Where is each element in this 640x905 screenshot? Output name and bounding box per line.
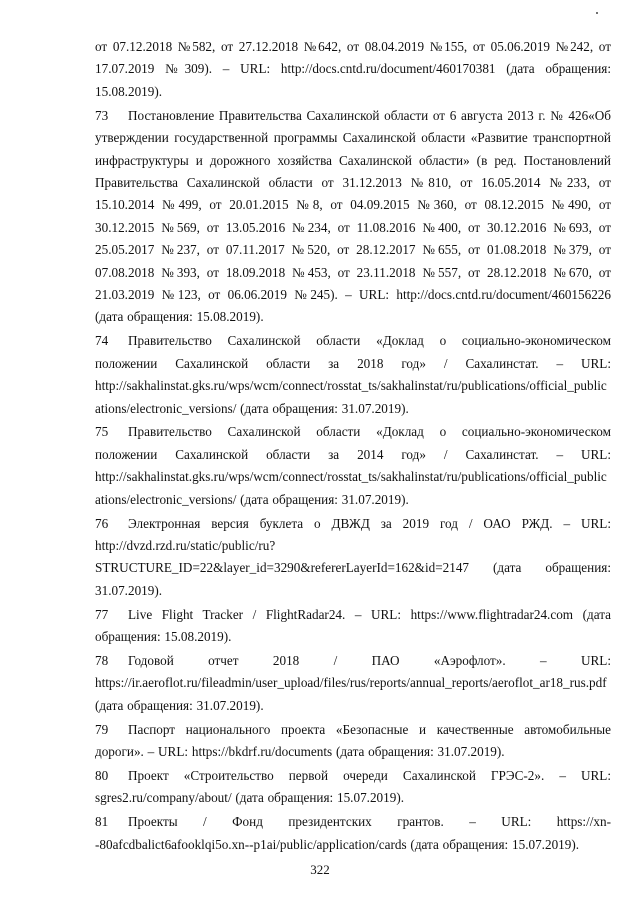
reference-number: 81 [95, 814, 109, 830]
reference-text: Электронная версия буклета о ДВЖД за 2019 год / ОАО РЖД. – URL: http://dvzd.rzd.ru/static/public/ru?STRUCTURE_ID=22&layer_id=3290&refererLayerId=162&id=2147 (дата обращения: 31.07.2019). [95, 515, 611, 598]
reference-text: Паспорт национального проекта «Безопасные и качественные автомобильные дороги». – URL: https://bkdrf.ru/documents (дата обращения: 31.07.2019). [95, 721, 611, 760]
reference-text: Правительство Сахалинской области «Доклад о социально-экономическом положении Сахалинской области за 2014 год» / Сахалинстат. – URL: http://sakhalinstat.gks.ru/wps/wcm/connect/rosstat_ts/sakhalinstat/ru/publications/official_publications/electronic_versions/ (дата обращения: 31.07.2019). [95, 424, 611, 507]
reference-75 [95, 421, 611, 511]
reference-number: 78 [95, 652, 109, 668]
reference-77 [95, 604, 611, 649]
reference-79 [95, 719, 611, 764]
references-list [95, 36, 611, 858]
reference-80 [95, 765, 611, 810]
reference-text: Проект «Строительство первой очереди Сахалинской ГРЭС-2». – URL: sgres2.ru/company/about/ (дата обращения: 15.07.2019). [95, 768, 611, 806]
reference-number: 79 [95, 721, 109, 737]
reference-number: 77 [95, 606, 109, 622]
reference-number: 74 [95, 333, 109, 349]
reference-text: Проекты / Фонд президентских грантов. – URL: https://xn--80afcdbalict6afooklqi5o.xn--p1ai/public/application/cards (дата обращения: 15.07.2019). [95, 814, 611, 852]
reference-text: Постановление Правительства Сахалинской области от 6 августа 2013 г. № 426«Об утверждении государственной программы Сахалинской области «Развитие транспортной инфраструктуры и дорожного хозяйства Сахалинской области» (в ред. Постановлений Правительства Сахалинской области от 31.12.2013 №810, от 16.05.2014 №233, от 15.10.2014 №499, от 20.01.2015 №8, от 04.09.2015 №360, от 08.12.2015 №490, от 30.12.2015 №569, от 13.05.2016 №234, от 11.08.2016 №400, от 30.12.2016 №693, от 25.05.2017 №237, от 07.11.2017 №520, от 28.12.2017 №655, от 01.08.2018 №379, от 07.08.2018 №393, от 18.09.2018 №453, от 23.11.2018 №557, от 28.12.2018 №670, от 21.03.2019 №123, от 06.06.2019 №245). – URL: http://docs.cntd.ru/document/460156226 (дата обращения: 15.08.2019). [95, 107, 611, 325]
reference-text: Правительство Сахалинской области «Доклад о социально-экономическом положении Сахалинской области за 2018 год» / Сахалинстат. – URL: http://sakhalinstat.gks.ru/wps/wcm/connect/rosstat_ts/sakhalinstat/ru/publications/official_publications/electronic_versions/ (дата обращения: 31.07.2019). [95, 333, 611, 416]
reference-73 [95, 105, 611, 329]
page-number: 322 [310, 862, 330, 877]
reference-number: 73 [95, 107, 109, 123]
reference-continuation: от 07.12.2018 №582, от 27.12.2018 №642, от 08.04.2019 №155, от 05.06.2019 №242, от 17.07.2019 №309). – URL: http://docs.cntd.ru/document/460170381 (дата обращения: 15.08.2019). [95, 39, 611, 99]
reference-number: 75 [95, 424, 109, 440]
reference-81 [95, 811, 611, 856]
reference-text: Годовой отчет 2018 / ПАО «Аэрофлот». – URL: https://ir.aeroflot.ru/fileadmin/user_upload/files/rus/reports/annual_reports/aeroflot_ar18_rus.pdf (дата обращения: 31.07.2019). [95, 652, 611, 713]
reference-78 [95, 650, 611, 717]
scan-speck [596, 12, 598, 14]
reference-text: Live Flight Tracker / FlightRadar24. – URL: https://www.flightradar24.com (дата обращения: 15.08.2019). [95, 606, 611, 645]
reference-74 [95, 330, 611, 420]
reference-number: 76 [95, 515, 109, 531]
reference-76 [95, 513, 611, 603]
reference-number: 80 [95, 768, 109, 783]
